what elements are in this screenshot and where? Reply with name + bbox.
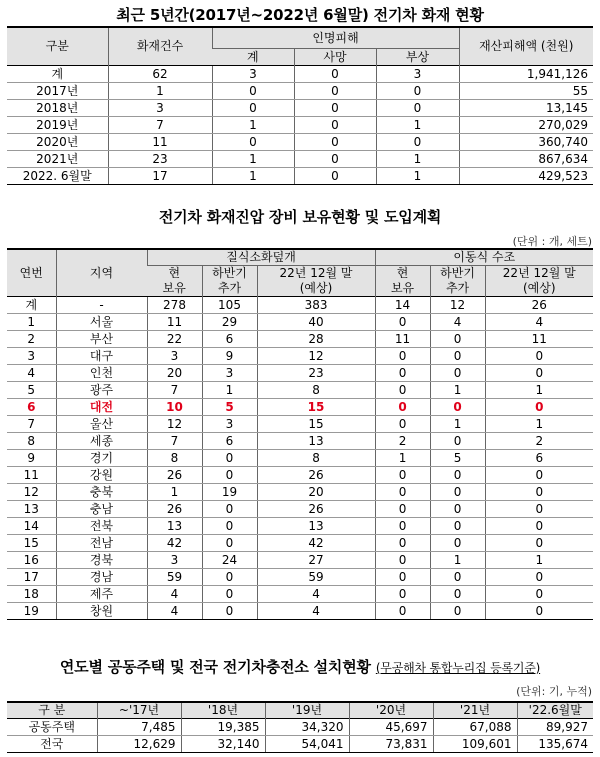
table-cell: 울산 [56, 416, 147, 433]
table-cell: 1 [212, 117, 294, 134]
table-cell: 광주 [56, 382, 147, 399]
table-cell: 15 [7, 535, 56, 552]
table-cell: 54,041 [265, 736, 349, 753]
table-cell: 3 [147, 348, 202, 365]
table-cell: 2 [485, 433, 593, 450]
table-row [7, 719, 593, 736]
table-cell: 공동주택 [7, 719, 97, 736]
table-cell: 0 [375, 484, 430, 501]
table-cell: 22 [147, 331, 202, 348]
table-cell: 4 [7, 365, 56, 382]
table-cell: 135,674 [517, 736, 593, 753]
table-cell: 2021년 [7, 151, 108, 168]
table-cell: 12 [147, 416, 202, 433]
table-cell: 0 [430, 365, 485, 382]
table-cell: 0 [375, 569, 430, 586]
header-h2-2b: 추가 [430, 281, 485, 297]
table-cell: 429,523 [459, 168, 593, 185]
table-cell: 1 [430, 552, 485, 569]
table-cell: 3 [108, 100, 212, 117]
table-row [7, 535, 593, 552]
table-row [7, 134, 593, 151]
table-cell: 2022. 6월말 [7, 168, 108, 185]
table-cell: 3 [147, 552, 202, 569]
table-cell: 1 [375, 450, 430, 467]
table-cell: 0 [375, 365, 430, 382]
table-cell: 계 [7, 66, 108, 83]
table-row [7, 569, 593, 586]
table-cell: 4 [257, 603, 375, 620]
table-cell: 59 [147, 569, 202, 586]
table-cell: 59 [257, 569, 375, 586]
header-current-1b: 현 [375, 266, 430, 282]
table-cell: 세종 [56, 433, 147, 450]
table-cell: 26 [257, 467, 375, 484]
table-cell: 0 [376, 83, 459, 100]
table-cell: 0 [294, 117, 376, 134]
table-cell: 2020년 [7, 134, 108, 151]
table-cell: 0 [294, 83, 376, 100]
header-casualty-total: 계 [212, 49, 294, 66]
table-cell: 45,697 [349, 719, 433, 736]
table-row [7, 314, 593, 331]
table-cell: 2 [7, 331, 56, 348]
table-cell: 부산 [56, 331, 147, 348]
table-cell: 0 [430, 518, 485, 535]
table-row [7, 117, 593, 134]
table-row [7, 586, 593, 603]
equipment-table [7, 248, 593, 620]
table-cell: 0 [485, 501, 593, 518]
table-cell: 0 [375, 314, 430, 331]
table-row [7, 433, 593, 450]
table-cell: 1 [147, 484, 202, 501]
column-header: '18년 [181, 702, 265, 719]
table-cell: 전남 [56, 535, 147, 552]
table-cell: 0 [430, 501, 485, 518]
table-cell: 경북 [56, 552, 147, 569]
table-cell: 1 [108, 83, 212, 100]
table-cell: 0 [202, 603, 257, 620]
table-cell: 0 [485, 365, 593, 382]
table-row [7, 382, 593, 399]
table-cell: - [56, 297, 147, 314]
table-cell: 20 [147, 365, 202, 382]
table-cell: 12 [257, 348, 375, 365]
table-cell: 1 [376, 151, 459, 168]
table-cell: 0 [375, 518, 430, 535]
table-cell: 20 [257, 484, 375, 501]
table-row [7, 151, 593, 168]
table-cell: 0 [375, 416, 430, 433]
table-cell: 109,601 [433, 736, 517, 753]
table-cell: 0 [430, 348, 485, 365]
table-cell: 55 [459, 83, 593, 100]
section3-unit-note: (단위: 기, 누적) [516, 685, 592, 698]
table-cell: 7 [108, 117, 212, 134]
table-cell: 42 [147, 535, 202, 552]
table-cell: 1 [212, 168, 294, 185]
table-cell: 계 [7, 297, 56, 314]
table-cell: 4 [485, 314, 593, 331]
table-cell: 23 [108, 151, 212, 168]
header-casualties: 인명피해 [212, 27, 459, 49]
table-cell: 0 [202, 501, 257, 518]
table-cell: 인천 [56, 365, 147, 382]
table-cell: 23 [257, 365, 375, 382]
table-cell: 0 [485, 348, 593, 365]
table-cell: 13 [147, 518, 202, 535]
table-cell: 26 [147, 501, 202, 518]
table-cell: 0 [202, 450, 257, 467]
header-dec-2b: (예상) [485, 281, 593, 297]
table-cell: 0 [485, 518, 593, 535]
table-cell: 0 [430, 399, 485, 416]
table-row [7, 501, 593, 518]
table-cell: 9 [202, 348, 257, 365]
table-cell: 12 [7, 484, 56, 501]
table-cell: 17 [7, 569, 56, 586]
table-cell: 3 [376, 66, 459, 83]
table-row [7, 348, 593, 365]
table-cell: 0 [294, 134, 376, 151]
table-cell: 0 [430, 603, 485, 620]
table-cell: 0 [202, 586, 257, 603]
table-cell: 14 [7, 518, 56, 535]
header-property-damage: 재산피해액 (천원) [459, 27, 593, 66]
table-cell: 0 [430, 535, 485, 552]
table-cell: 11 [108, 134, 212, 151]
table-cell: 16 [7, 552, 56, 569]
table-cell: 13 [7, 501, 56, 518]
table-cell: 19,385 [181, 719, 265, 736]
column-header: '19년 [265, 702, 349, 719]
table-cell: 29 [202, 314, 257, 331]
table-cell: 26 [485, 297, 593, 314]
table-cell: 4 [257, 586, 375, 603]
table-cell: 충남 [56, 501, 147, 518]
table-cell: 충북 [56, 484, 147, 501]
section2-unit-note: (단위 : 개, 세트) [512, 235, 592, 248]
table-cell: 26 [147, 467, 202, 484]
table-cell: 0 [202, 569, 257, 586]
table-cell: 73,831 [349, 736, 433, 753]
section3-title: 연도별 공동주택 및 전국 전기차충전소 설치현황 [59, 658, 371, 676]
table-row [7, 450, 593, 467]
header-category: 구분 [7, 27, 108, 66]
header-fire-count: 화재건수 [108, 27, 212, 66]
table-cell: 12 [430, 297, 485, 314]
table-cell: 0 [202, 518, 257, 535]
table-cell: 13,145 [459, 100, 593, 117]
table-cell: 0 [430, 331, 485, 348]
table-row [7, 399, 593, 416]
table-cell: 0 [485, 484, 593, 501]
header-water-tank: 이동식 수조 [375, 249, 593, 266]
table-cell: 0 [485, 399, 593, 416]
table-cell: 0 [430, 484, 485, 501]
table-cell: 7,485 [97, 719, 181, 736]
table-row [7, 484, 593, 501]
table-cell: 0 [294, 100, 376, 117]
table-cell: 0 [202, 467, 257, 484]
table-cell: 6 [202, 331, 257, 348]
table-cell: 0 [375, 399, 430, 416]
table-cell: 62 [108, 66, 212, 83]
header-injuries: 부상 [376, 49, 459, 66]
table-cell: 전북 [56, 518, 147, 535]
table-cell: 대전 [56, 399, 147, 416]
table-cell: 4 [430, 314, 485, 331]
header-deaths: 사망 [294, 49, 376, 66]
table-cell: 전국 [7, 736, 97, 753]
table-cell: 867,634 [459, 151, 593, 168]
table-cell: 383 [257, 297, 375, 314]
table-cell: 6 [202, 433, 257, 450]
table-cell: 8 [147, 450, 202, 467]
column-header: 구 분 [7, 702, 97, 719]
table-cell: 26 [257, 501, 375, 518]
header-current-2: 보유 [147, 281, 202, 297]
column-header: '20년 [349, 702, 433, 719]
table-cell: 0 [376, 100, 459, 117]
table-cell: 1 [7, 314, 56, 331]
fire-status-body [7, 66, 593, 185]
table-cell: 1 [485, 382, 593, 399]
table-cell: 0 [294, 151, 376, 168]
table-cell: 19 [7, 603, 56, 620]
table-row [7, 603, 593, 620]
table-cell: 360,740 [459, 134, 593, 151]
table-cell: 6 [485, 450, 593, 467]
table-cell: 27 [257, 552, 375, 569]
fire-status-table [7, 26, 593, 185]
table-cell: 0 [485, 586, 593, 603]
header-dec-1b: 22년 12월 말 [485, 266, 593, 282]
table-cell: 1 [430, 382, 485, 399]
table-cell: 0 [375, 586, 430, 603]
table-cell: 경남 [56, 569, 147, 586]
table-cell: 0 [485, 569, 593, 586]
table-row [7, 736, 593, 753]
table-cell: 1 [212, 151, 294, 168]
table-cell: 0 [485, 467, 593, 484]
charging-body [7, 719, 593, 753]
table-cell: 3 [202, 365, 257, 382]
table-cell: 2 [375, 433, 430, 450]
table-cell: 1 [376, 168, 459, 185]
table-cell: 0 [375, 382, 430, 399]
table-cell: 0 [212, 134, 294, 151]
table-cell: 0 [375, 535, 430, 552]
table-cell: 7 [147, 433, 202, 450]
header-blanket: 질식소화덮개 [147, 249, 375, 266]
table-cell: 3 [212, 66, 294, 83]
table-cell: 89,927 [517, 719, 593, 736]
table-cell: 0 [430, 569, 485, 586]
table-cell: 12,629 [97, 736, 181, 753]
section3-title-note: (무공해차 통합누리집 등록기준) [375, 661, 541, 675]
table-cell: 4 [147, 586, 202, 603]
table-cell: 5 [430, 450, 485, 467]
table-cell: 32,140 [181, 736, 265, 753]
header-h2-2: 추가 [202, 281, 257, 297]
table-row [7, 365, 593, 382]
column-header: ~'17년 [97, 702, 181, 719]
table-cell: 1 [376, 117, 459, 134]
table-cell: 1 [485, 552, 593, 569]
header-h2-1: 하반기 [202, 266, 257, 282]
table-cell: 8 [257, 382, 375, 399]
table-cell: 270,029 [459, 117, 593, 134]
table-cell: 2018년 [7, 100, 108, 117]
header-h2-1b: 하반기 [430, 266, 485, 282]
table-row [7, 83, 593, 100]
table-row [7, 467, 593, 484]
table-cell: 0 [375, 552, 430, 569]
table-cell: 1 [430, 416, 485, 433]
table-cell: 1 [485, 416, 593, 433]
table-cell: 28 [257, 331, 375, 348]
table-cell: 0 [375, 603, 430, 620]
table-cell: 5 [202, 399, 257, 416]
table-cell: 0 [376, 134, 459, 151]
table-cell: 0 [485, 603, 593, 620]
table-cell: 0 [212, 100, 294, 117]
table-cell: 창원 [56, 603, 147, 620]
table-cell: 제주 [56, 586, 147, 603]
table-row [7, 168, 593, 185]
table-cell: 2019년 [7, 117, 108, 134]
table-cell: 0 [430, 433, 485, 450]
table-cell: 17 [108, 168, 212, 185]
table-cell: 강원 [56, 467, 147, 484]
table-cell: 5 [7, 382, 56, 399]
table-cell: 0 [375, 467, 430, 484]
table-cell: 2017년 [7, 83, 108, 100]
section3-title-wrap [0, 656, 600, 677]
table-cell: 24 [202, 552, 257, 569]
table-row [7, 552, 593, 569]
table-cell: 11 [375, 331, 430, 348]
table-cell: 8 [257, 450, 375, 467]
header-region: 지역 [56, 249, 147, 297]
table-cell: 1 [202, 382, 257, 399]
table-cell: 1,941,126 [459, 66, 593, 83]
header-dec-1: 22년 12월 말 [257, 266, 375, 282]
charging-station-table [7, 701, 593, 753]
table-cell: 0 [375, 501, 430, 518]
table-cell: 0 [294, 168, 376, 185]
table-row [7, 416, 593, 433]
table-cell: 13 [257, 518, 375, 535]
table-cell: 19 [202, 484, 257, 501]
table-cell: 0 [430, 586, 485, 603]
table-cell: 67,088 [433, 719, 517, 736]
table-cell: 3 [7, 348, 56, 365]
table-cell: 0 [202, 535, 257, 552]
header-current-2b: 보유 [375, 281, 430, 297]
header-dec-2: (예상) [257, 281, 375, 297]
table-cell: 11 [485, 331, 593, 348]
table-row [7, 518, 593, 535]
header-no: 연번 [7, 249, 56, 297]
table-cell: 4 [147, 603, 202, 620]
table-cell: 0 [375, 348, 430, 365]
table-cell: 11 [7, 467, 56, 484]
table-cell: 40 [257, 314, 375, 331]
table-cell: 0 [294, 66, 376, 83]
table-cell: 9 [7, 450, 56, 467]
table-cell: 34,320 [265, 719, 349, 736]
table-row [7, 331, 593, 348]
table-row [7, 297, 593, 314]
charging-header-row [7, 702, 593, 719]
table-cell: 6 [7, 399, 56, 416]
table-cell: 105 [202, 297, 257, 314]
table-cell: 15 [257, 416, 375, 433]
table-row [7, 100, 593, 117]
column-header: '22.6월말 [517, 702, 593, 719]
table-cell: 3 [202, 416, 257, 433]
table-cell: 서울 [56, 314, 147, 331]
table-cell: 10 [147, 399, 202, 416]
table-cell: 11 [147, 314, 202, 331]
table-cell: 18 [7, 586, 56, 603]
table-cell: 14 [375, 297, 430, 314]
equipment-body [7, 297, 593, 620]
table-cell: 15 [257, 399, 375, 416]
table-cell: 대구 [56, 348, 147, 365]
table-cell: 7 [7, 416, 56, 433]
table-cell: 0 [212, 83, 294, 100]
table-cell: 0 [430, 467, 485, 484]
section1-title: 최근 5년간(2017년~2022년 6월말) 전기차 화재 현황 [116, 6, 484, 24]
table-cell: 13 [257, 433, 375, 450]
table-cell: 7 [147, 382, 202, 399]
table-cell: 8 [7, 433, 56, 450]
table-cell: 278 [147, 297, 202, 314]
section2-title: 전기차 화재진압 장비 보유현황 및 도입계획 [158, 208, 442, 226]
header-current-1: 현 [147, 266, 202, 282]
table-row [7, 66, 593, 83]
column-header: '21년 [433, 702, 517, 719]
table-cell: 42 [257, 535, 375, 552]
table-cell: 경기 [56, 450, 147, 467]
table-cell: 0 [485, 535, 593, 552]
